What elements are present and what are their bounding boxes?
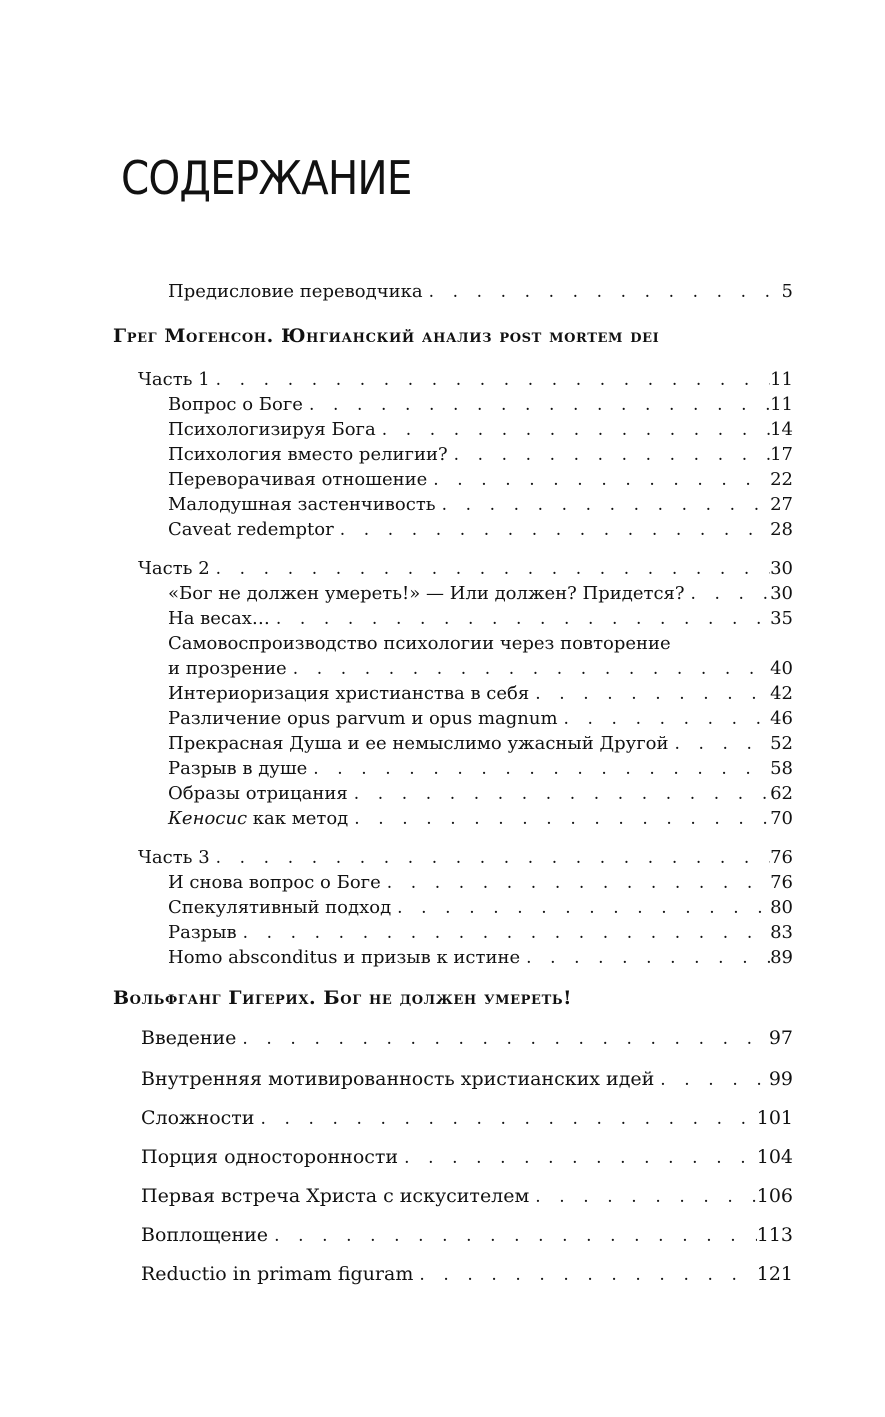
toc-page-number: 58 [770,758,793,779]
toc-entry-label: Homo absconditus и призыв к истине [168,947,521,968]
toc-entry-label: Переворачивая отношение [168,469,428,490]
leader-dots [348,782,770,807]
toc-entry-label: Внутренняя мотивированность христианских идей [141,1068,655,1090]
toc-entry[interactable] [168,492,793,518]
toc-entry[interactable] [168,606,793,632]
toc-entry-label: И снова вопрос о Боге [168,872,381,893]
toc-page-number: 70 [770,808,793,829]
toc-entry-label: Предисловие переводчика [168,281,423,302]
toc-entry[interactable] [168,681,793,707]
toc-entry-label: Часть 2 [138,558,210,579]
leader-dots [427,468,770,493]
toc-entry-label: Психологизируя Бога [168,419,376,440]
leader-dots [376,418,770,443]
leader-dots [334,518,770,543]
leader-dots [210,368,770,393]
toc-page-number: 42 [770,683,793,704]
toc-entry-preface[interactable] [168,279,793,305]
toc-entry-label: Различение opus parvum и opus magnum [168,708,558,729]
label-rest: как метод [247,808,349,829]
section-heading-giegerich: Вольфганг Гигерих. Бог не должен умереть! [113,987,573,1009]
toc-entry-label: Reductio in primam figuram [141,1263,414,1285]
toc-page-number: 83 [770,922,793,943]
toc-entry[interactable] [168,442,793,468]
toc-page-number: 5 [781,281,793,302]
toc-page-number: 11 [770,369,793,390]
toc-entry-label: Часть 1 [138,369,210,390]
toc-entry-label: Малодушная застенчивость [168,494,436,515]
toc-page-number: 27 [770,494,793,515]
toc-entry[interactable] [168,945,793,971]
italic-term: Кеносис [168,808,248,829]
leader-dots [654,1068,769,1093]
toc-entry-label: Разрыв в душе [168,758,308,779]
leader-dots [558,707,771,732]
toc-entry[interactable] [168,392,793,418]
toc-entry-part1[interactable] [138,367,793,393]
toc-page-number: 46 [770,708,793,729]
leader-dots [685,582,771,607]
toc-entry-label: Введение [141,1027,237,1049]
leader-dots [210,846,770,871]
leader-dots [270,607,770,632]
leader-dots [348,807,770,832]
leader-dots [423,280,782,305]
toc-entry[interactable] [168,581,793,607]
toc-entry-label: Разрыв [168,922,237,943]
leader-dots [529,682,770,707]
leader-dots [413,1263,756,1288]
toc-entry[interactable] [168,895,793,921]
toc-entry-label: Caveat redemptor [168,519,334,540]
toc-page-number: 35 [770,608,793,629]
toc-entry[interactable] [168,467,793,493]
toc-page-number: 52 [770,733,793,754]
toc-page-number: 104 [756,1146,793,1168]
toc-entry[interactable] [168,656,793,682]
leader-dots [448,443,770,468]
page-title: СОДЕРЖАНИЕ [121,151,412,205]
toc-entry-chapter[interactable] [141,1067,793,1093]
toc-page-number: 76 [770,847,793,868]
toc-page-number: 62 [770,783,793,804]
toc-page-number: 40 [770,658,793,679]
toc-entry[interactable] [168,706,793,732]
toc-entry-label: На весах… [168,608,270,629]
toc-entry[interactable] [168,781,793,807]
toc-entry-label: «Бог не должен умереть!» — Или должен? Придется? [168,583,685,604]
toc-page-number: 121 [756,1263,793,1285]
leader-dots [529,1185,756,1210]
toc-entry-label: Воплощение [141,1224,269,1246]
toc-entry-label: Спекулятивный подход [168,897,392,918]
toc-entry-label: Вопрос о Боге [168,394,303,415]
toc-page-number: 97 [768,1027,793,1049]
toc-entry-chapter[interactable] [141,1223,793,1249]
toc-entry-label: и прозрение [168,658,287,679]
section-heading-mogenson: Грег Могенсон. Юнгианский анализ post mortem dei [113,325,660,347]
leader-dots [236,1027,768,1052]
toc-entry-part3[interactable] [138,845,793,871]
toc-entry-part2[interactable] [138,556,793,582]
toc-entry-label: Образы отрицания [168,783,348,804]
toc-entry-chapter[interactable] [141,1262,793,1288]
toc-page-number: 113 [756,1224,793,1246]
leader-dots [391,896,770,921]
leader-dots [268,1224,757,1249]
toc-page-number: 89 [770,947,793,968]
toc-page-number: 28 [770,519,793,540]
leader-dots [307,757,770,782]
toc-page-number: 14 [770,419,793,440]
toc-page-number: 30 [770,583,793,604]
leader-dots [398,1146,757,1171]
toc-entry-chapter[interactable] [141,1026,793,1052]
toc-entry-chapter[interactable] [141,1145,793,1171]
toc-entry-chapter[interactable] [141,1106,793,1132]
toc-page-number: 17 [770,444,793,465]
toc-entry-label: Интериоризация христианства в себя [168,683,530,704]
toc-entry-label [168,806,348,831]
toc-page-number: 22 [770,469,793,490]
toc-entry-label: Психология вместо религии? [168,444,448,465]
leader-dots [436,493,771,518]
toc-page-number: 106 [756,1185,793,1207]
toc-entry-label: Первая встреча Христа с искусителем [141,1185,530,1207]
toc-page-number: 11 [770,394,793,415]
toc-entry-label: Порция односторонности [141,1146,399,1168]
toc-entry[interactable] [168,920,793,946]
leader-dots [237,921,770,946]
toc-entry-label-line1[interactable]: Самовоспроизводство психологии через повторение [168,633,671,654]
leader-dots [210,557,770,582]
toc-entry-label: Прекрасная Душа и ее немыслимо ужасный Другой [168,733,669,754]
leader-dots [287,657,770,682]
toc-entry[interactable] [168,806,793,832]
toc-page-number: 30 [770,558,793,579]
toc-entry[interactable] [168,417,793,443]
toc-page-number: 76 [770,872,793,893]
toc-page-number: 80 [770,897,793,918]
toc-page-number: 99 [768,1068,793,1090]
toc-page-number: 101 [756,1107,793,1129]
toc-entry-chapter[interactable] [141,1184,793,1210]
toc-entry[interactable] [168,731,793,757]
toc-entry[interactable] [168,756,793,782]
toc-entry-label: Часть 3 [138,847,210,868]
toc-entry[interactable] [168,517,793,543]
toc-entry[interactable] [168,870,793,896]
leader-dots [520,946,770,971]
leader-dots [381,871,770,896]
toc-entry-label: Сложности [141,1107,255,1129]
leader-dots [254,1107,756,1132]
leader-dots [668,732,770,757]
leader-dots [303,393,770,418]
